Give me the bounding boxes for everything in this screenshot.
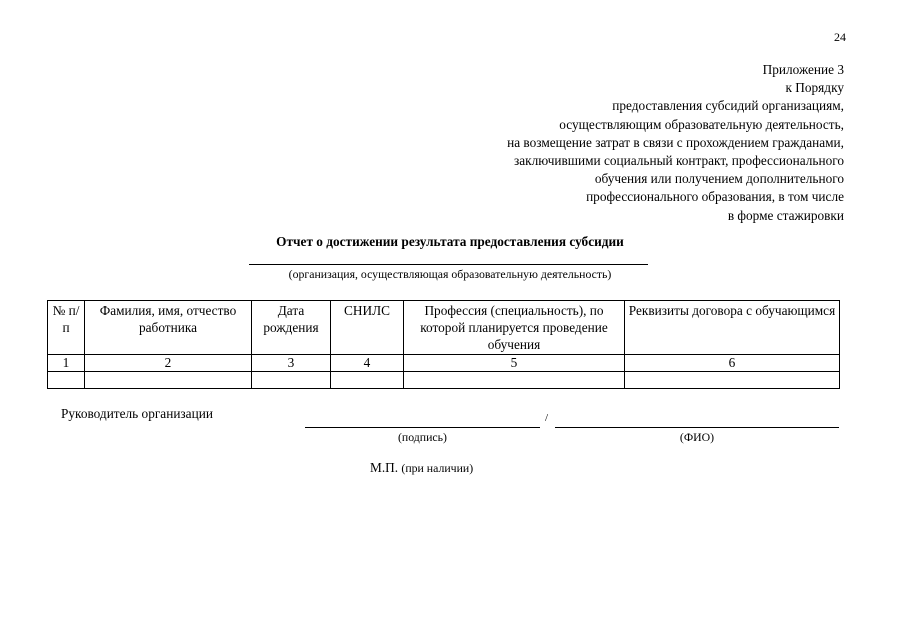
column-number-row [48, 355, 840, 372]
table-cell [85, 372, 252, 389]
signature-caption: (подпись) [398, 430, 447, 444]
appendix-line: предоставления субсидий организациям, [612, 98, 844, 114]
appendix-line: профессионального образования, в том числе [586, 189, 844, 205]
appendix-line: осуществляющим образовательную деятельность, [559, 116, 844, 132]
column-number-cell: 4 [331, 355, 404, 372]
report-title: Отчет о достижении результата предоставления субсидии [276, 234, 624, 249]
signature-separator: / [545, 412, 549, 424]
column-number-cell: 3 [252, 355, 331, 372]
report-table [47, 300, 840, 389]
organization-caption: (организация, осуществляющая образовательную деятельность) [288, 267, 612, 281]
appendix-line: обучения или получением дополнительного [594, 171, 844, 187]
table-cell [331, 372, 404, 389]
table-header-row [48, 301, 840, 355]
table-cell [252, 372, 331, 389]
column-number-cell: 1 [48, 355, 85, 372]
column-number-cell: 2 [85, 355, 252, 372]
table-cell [625, 372, 840, 389]
stamp-note: (при наличии) [401, 461, 474, 475]
full-name-caption: (ФИО) [679, 430, 715, 444]
appendix-line: в форме стажировки [727, 207, 844, 223]
column-number-cell: 5 [404, 355, 625, 372]
appendix-line: Приложение 3 [762, 62, 844, 77]
column-number-cell: 6 [625, 355, 840, 372]
column-header-full-name: Фамилия, имя, отчество работника [85, 301, 252, 355]
appendix-line: на возмещение затрат в связи с прохождением гражданами, [507, 134, 844, 150]
column-header-contract-details: Реквизиты договора с обучающимся [625, 301, 840, 355]
column-header-birth-date: Дата рождения [252, 301, 331, 355]
appendix-header [414, 61, 844, 225]
table-row [48, 372, 840, 389]
organization-field-line [249, 264, 648, 265]
appendix-line: заключившими социальный контракт, профессионального [514, 153, 844, 169]
stamp-label: М.П. [370, 460, 399, 475]
column-header-profession: Профессия (специальность), по которой планируется проведение обучения [404, 301, 625, 355]
table-cell [404, 372, 625, 389]
appendix-line: к Порядку [785, 80, 844, 96]
stamp-placeholder [370, 460, 473, 476]
head-of-organization-label: Руководитель организации [61, 406, 213, 421]
signature-line [305, 427, 540, 428]
page-number: 24 [834, 30, 846, 44]
table-cell [48, 372, 85, 389]
column-header-number: № п/п [48, 301, 85, 355]
full-name-line [555, 427, 839, 428]
column-header-snils: СНИЛС [331, 301, 404, 355]
